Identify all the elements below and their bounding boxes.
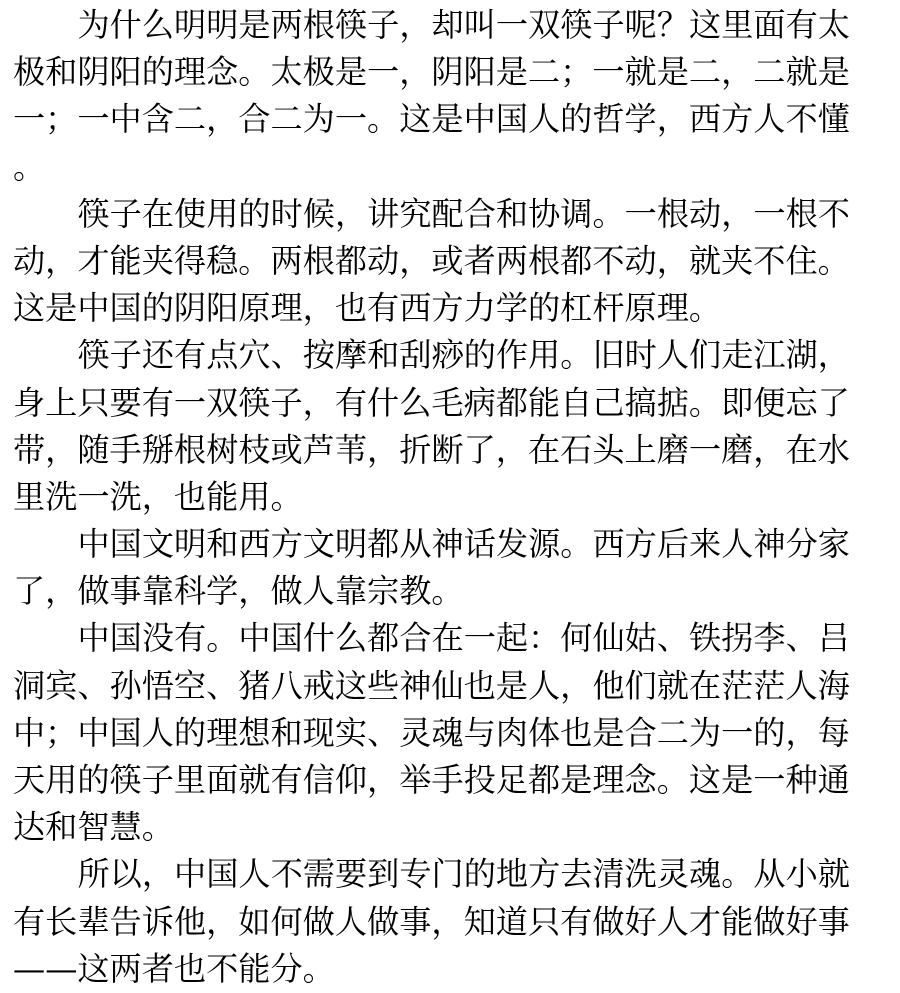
- text-line: 有长辈告诉他，如何做人做事，知道只有做好人才能做好事: [13, 902, 850, 941]
- text-line: 中；中国人的理想和现实、灵魂与肉体也是合二为一的，每: [13, 713, 850, 752]
- text-line: 达和智慧。: [13, 808, 174, 847]
- text-line: 身上只要有一双筷子，有什么毛病都能自己搞掂。即便忘了: [13, 383, 850, 422]
- text-line: ——这两者也不能分。: [13, 949, 335, 988]
- text-line: 这是中国的阴阳原理，也有西方力学的杠杆原理。: [13, 289, 722, 328]
- paragraph-2: [13, 191, 892, 333]
- paragraph-1: [13, 2, 892, 191]
- text-line: 天用的筷子里面就有信仰，举手投足都是理念。这是一种通: [13, 761, 850, 799]
- text-line: 筷子在使用的时候，讲究配合和协调。一根动，一根不: [77, 194, 850, 233]
- text-line: 一；一中含二，合二为一。这是中国人的哲学，西方人不懂: [13, 100, 850, 139]
- text-line: 洞宾、孙悟空、猪八戒这些神仙也是人，他们就在茫茫人海: [13, 666, 850, 705]
- paragraph-3: [13, 332, 892, 521]
- paragraph-5: [13, 615, 892, 851]
- text-line: 动，才能夹得稳。两根都动，或者两根都不动，就夹不住。: [13, 241, 850, 280]
- paragraph-6: [13, 851, 892, 993]
- text-line: 极和阴阳的理念。太极是一，阴阳是二；一就是二，二就是: [13, 53, 850, 92]
- text-line: 里洗一洗，也能用。: [13, 477, 303, 516]
- text-line: 中国文明和西方文明都从神话发源。西方后来人神分家: [77, 525, 850, 564]
- text-line: 筷子还有点穴、按摩和刮痧的作用。旧时人们走江湖，: [77, 336, 850, 375]
- text-line: 中国没有。中国什么都合在一起：何仙姑、铁拐李、吕: [77, 619, 850, 658]
- text-line: 所以，中国人不需要到专门的地方去清洗灵魂。从小就: [77, 855, 850, 894]
- text-line: 了，做事靠科学，做人靠宗教。: [13, 572, 464, 611]
- text-line: 。: [13, 147, 46, 186]
- paragraph-4: [13, 521, 892, 615]
- text-line: 为什么明明是两根筷子，却叫一双筷子呢？这里面有太: [77, 6, 850, 44]
- text-line: 带，随手掰根树枝或芦苇，折断了，在石头上磨一磨，在水: [13, 430, 850, 469]
